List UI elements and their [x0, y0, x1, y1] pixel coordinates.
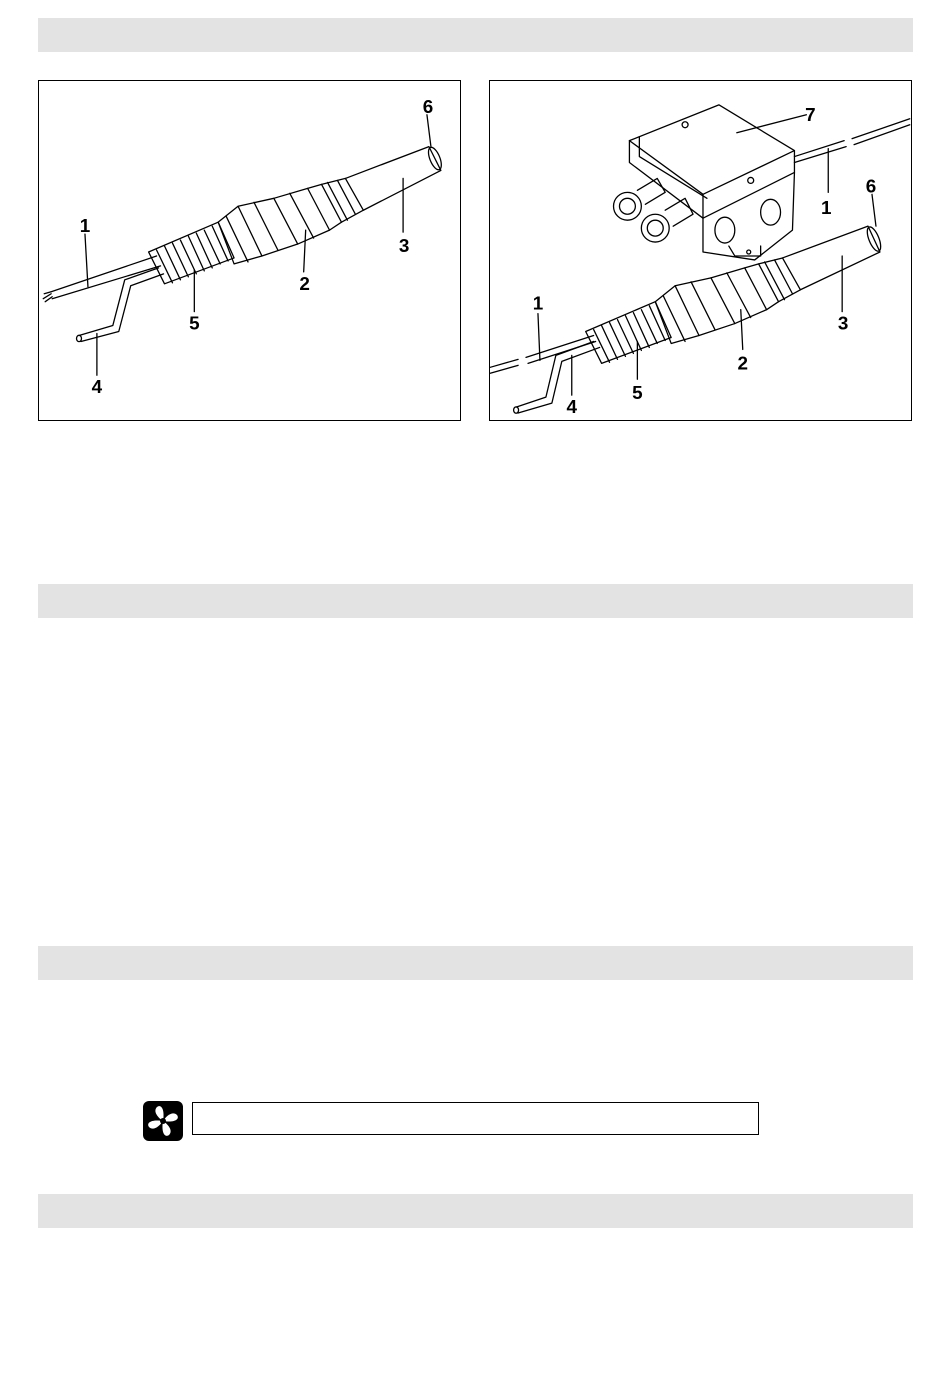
figure-probe-with-junction-box	[489, 80, 912, 421]
callout-2: 2	[299, 273, 310, 295]
callout-1-upper: 1	[821, 198, 832, 220]
callout-5: 5	[632, 383, 643, 405]
section-header-band-4	[38, 1194, 913, 1228]
section-header-band-1	[38, 18, 913, 52]
callout-6: 6	[422, 96, 434, 118]
callout-1: 1	[79, 216, 91, 238]
section-header-band-2	[38, 584, 913, 618]
section-header-band-3	[38, 946, 913, 980]
figure-probe-cable	[38, 80, 461, 421]
callout-6: 6	[865, 176, 877, 198]
note-box	[192, 1102, 759, 1135]
callout-7: 7	[805, 104, 816, 126]
callout-2: 2	[737, 353, 749, 375]
callout-4: 4	[91, 377, 103, 399]
callout-1-lower: 1	[532, 293, 544, 315]
fan-icon	[143, 1101, 183, 1141]
callout-5: 5	[189, 313, 200, 335]
callout-4: 4	[566, 397, 578, 419]
callout-3: 3	[398, 235, 410, 257]
probe-junction-drawing	[490, 81, 911, 420]
callout-3: 3	[837, 313, 849, 335]
probe-drawing	[39, 81, 460, 420]
